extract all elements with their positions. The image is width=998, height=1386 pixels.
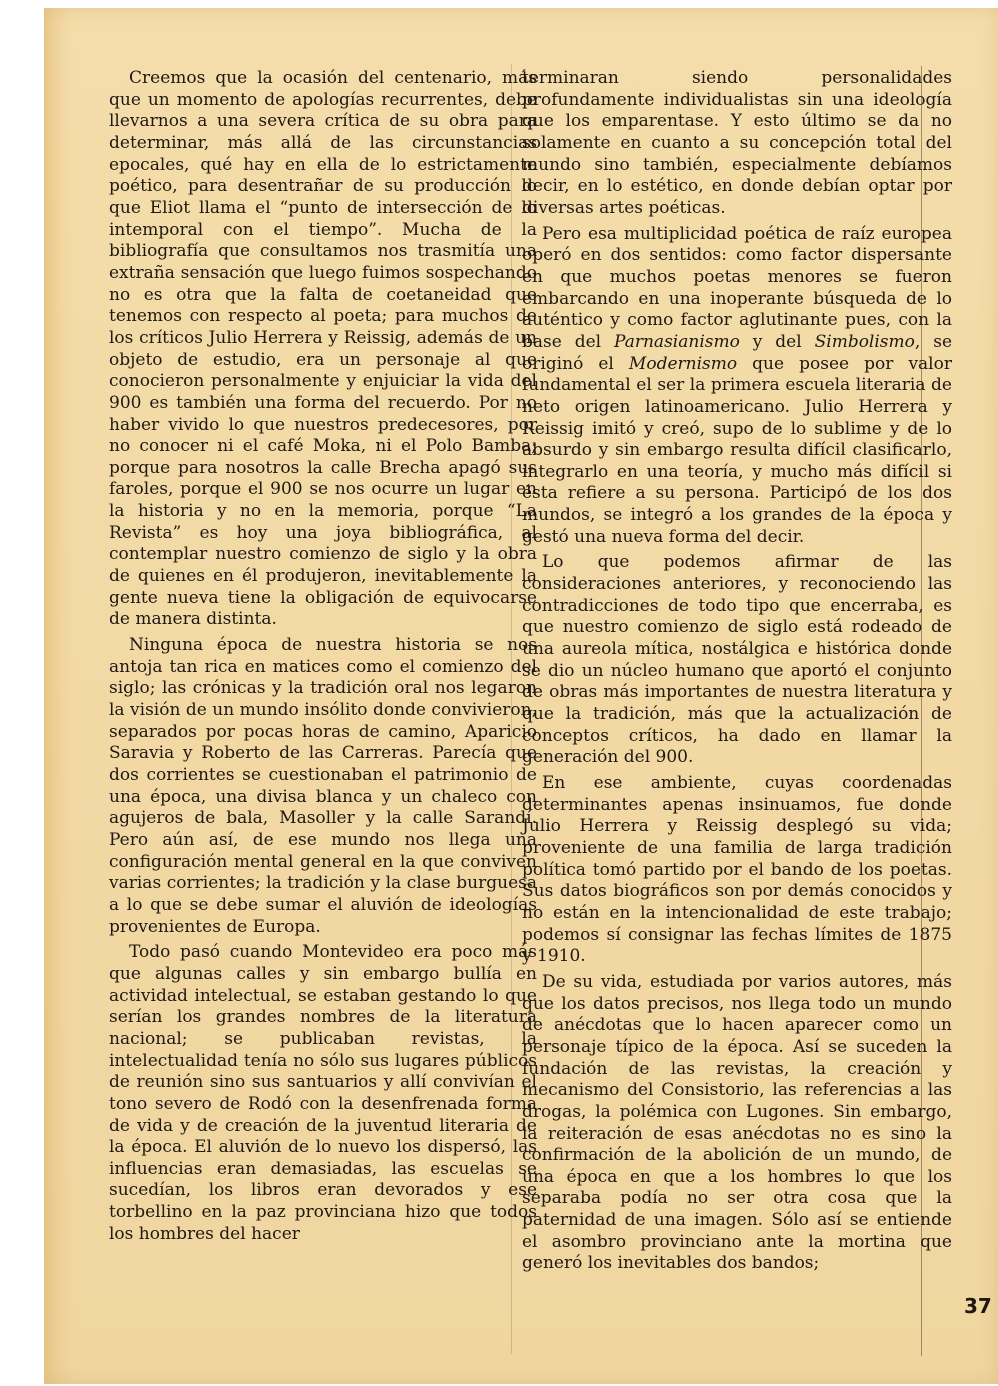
text-run: que posee por valor fundamental el ser la primera escuela literaria de neto origen latinoamericano. Julio Herrera y Reissig imitó y creó, supo de lo sublime y de lo absurdo y sin embargo resulta difícil clasificarlo, integrarlo en una teoría, y mucho más difícil si ésta refiere a su persona. Participó de los dos mundos, se integró a los grandes de la época y gestó una nueva forma del decir.: [522, 353, 952, 547]
column-divider: [511, 64, 512, 1354]
italic-term-modernismo: Modernismo: [628, 353, 738, 374]
paragraph: Todo pasó cuando Montevideo era poco más que algunas calles y sin embargo bullía en actividad intelectual, se estaban gestando lo que serían los grandes nombres de la literatura nacional; se publicaban revistas, la intelectualidad tenía no sólo sus lugares públicos de reunión sino sus santuarios y allí convivían el tono severo de Rodó con la desenfrenada forma de vida y de creación de la juventud literaria de la época. El aluvión de lo nuevo los dispersó, las influencias eran demasiadas, las escuelas se sucedían, los libros eran devorados y ese torbellino en la paz provinciana hizo que todos los hombres del hacer: [109, 942, 537, 1244]
left-column: [109, 68, 537, 1245]
text-run: , se originó el: [522, 331, 953, 374]
scan-margin: [0, 0, 44, 1386]
page-number: 37: [964, 1294, 992, 1318]
margin-rule: [921, 66, 922, 1356]
text-run: y del: [739, 331, 815, 352]
right-column: [522, 68, 952, 1275]
italic-term-simbolismo: Simbolismo: [814, 331, 915, 352]
italic-term-parnasianismo: Parnasianismo: [614, 331, 740, 352]
book-page: [44, 8, 998, 1384]
paragraph: Ninguna época de nuestra historia se nos antoja tan rica en matices como el comienzo del siglo; las crónicas y la tradición oral nos legaron la visión de un mundo insólito donde convivieron, separados por pocas horas de camino, Aparicio Saravia y Roberto de las Carreras. Parecía que dos corrientes se cuestionaban el patrimonio de una época, una divisa blanca y un chaleco con agujeros de bala, Masoller y la calle Sarandí. Pero aún así, de ese mundo nos llega una configuración mental general en la que conviven varias corrientes; la tradición y la clase burguesa a lo que se debe sumar el aluvión de ideologías provenientes de Europa.: [109, 635, 537, 937]
paragraph: Lo que podemos afirmar de las consideraciones anteriores, y reconociendo las contradicciones de todo tipo que encerraba, es que nuestro comienzo de siglo está rodeado de una aureola mítica, nostálgica e histórica donde se dio un núcleo humano que aportó el conjunto de obras más importantes de nuestra literatura y que la tradición, más que la actualización de conceptos críticos, ha dado en llamar la generación del 900.: [522, 552, 952, 768]
paragraph: [522, 224, 952, 549]
text-run: Pero esa multiplicidad poética de raíz europea operó en dos sentidos: como factor dispersante en que muchos poetas menores se fueron embarcando en una inoperante búsqueda de lo auténtico y como factor aglutinante pues, con la base del: [522, 223, 952, 352]
paragraph: Creemos que la ocasión del centenario, más que un momento de apologías recurrentes, debe llevarnos a una severa crítica de su obra para determinar, más allá de las circunstancias epocales, qué hay en ella de lo estrictamente poético, para desentrañar de su producción lo que Eliot llama el “punto de intersección de lo intemporal con el tiempo”. Mucha de la bibliografía que consultamos nos trasmitía una extraña sensación que luego fuimos sospechando no es otra que la falta de coetaneidad que tenemos con respecto al poeta; para muchos de los críticos Julio Herrera y Reissig, además de un objeto de estudio, era un personaje al que conocieron personalmente y enjuiciar la vida del 900 es también una forma del recuerdo. Por no haber vivido lo que nuestros predecesores, por no conocer ni el café Moka, ni el Polo Bamba; porque para nosotros la calle Brecha apagó sus faroles, porque el 900 se nos ocurre un lugar en la historia y no en la memoria, porque “La Revista” es hoy una joya bibliográfica, al contemplar nuestro comienzo de siglo y la obra de quienes en él produjeron, inevitablemente la gente nueva tiene la obligación de equivocarse de manera distinta.: [109, 68, 537, 630]
paragraph: En ese ambiente, cuyas coordenadas determinantes apenas insinuamos, fue donde Julio Herrera y Reissig desplegó su vida; proveniente de una familia de larga tradición política tomó partido por el bando de los poetas. Sus datos biográficos son por demás conocidos y no están en la intencionalidad de este trabajo; podemos sí consignar las fechas límites de 1875 y 1910.: [522, 773, 952, 967]
paragraph: De su vida, estudiada por varios autores, más que los datos precisos, nos llega todo un mundo de anécdotas que lo hacen aparecer como un personaje típico de la época. Así se suceden la fundación de las revistas, la creación y mecanismo del Consistorio, las referencias a las drogas, la polémica con Lugones. Sin embargo, la reiteración de esas anécdotas no es sino la confirmación de la abolición de un mundo, de una época en que a los hombres lo que los separaba podía no ser otra cosa que la paternidad de una imagen. Sólo así se entiende el asombro provinciano ante la mortina que generó los inevitables dos bandos;: [522, 971, 952, 1274]
paragraph: terminaran siendo personalidades profundamente individualistas sin una ideología que los emparentase. Y esto último se da no solamente en cuanto a su concepción total del mundo sino también, especialmente debíamos decir, en lo estético, en donde debían optar por diversas artes poéticas.: [522, 68, 952, 218]
